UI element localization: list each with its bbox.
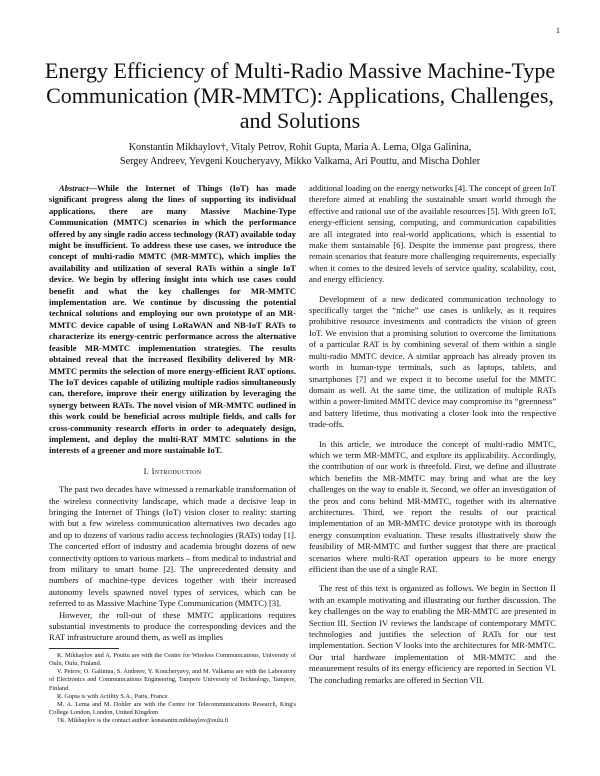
abstract: [49, 183, 296, 457]
abstract-label: Abstract: [59, 183, 89, 193]
footnote: K. Mikhaylov and A. Pouttu are with the Centre for Wireless Communications, University of Oulu, Oulu, Finland.: [49, 651, 296, 668]
body-paragraph: Development of a new dedicated communication technology to specifically target the “niche” use cases is unlikely, as it requires prohibitive resource investments and contradicts the vision of green IoT. We envision that a promising solution to overcome the limitations of a particular RAT is by combining several of them within a single multi-radio MMTC device. A similar approach has already proven its worth in human-type terminals, such as laptops, tablets, and smartphones [7] and we expect it to become useful for the MMTC domain as well. At the same time, the utilization of multiple RATs within a power-limited MMTC device may compromise its “greenness” and battery lifetime, thus motivating a closer look into the respective trade-offs.: [309, 293, 556, 430]
section-heading-introduction: I. Introduction: [143, 465, 202, 476]
authors-line-1: Konstantin Mikhaylov†, Vitaly Petrov, Rohit Gupta, Maria A. Lema, Olga Galinina,: [128, 142, 472, 153]
right-column: [309, 183, 556, 686]
abstract-text: —While the Internet of Things (IoT) has made significant progress along the lines of supporting its individual applications, there are many Massive Machine-Type Communication (MMTC) scenarios in which the performance offered by any single radio access technology (RAT) available today might be insufficient. To address these use cases, we introduce the concept of multi-radio MMTC (MR-MMTC), which implies the availability and utilization of several RATs within a single IoT device. We begin by offering insight into which use cases could benefit and what the key challenges for MR-MMTC implementation are. We continue by discussing the potential technical solutions and employing our own prototype of an MR-MMTC device capable of using LoRaWAN and NB-IoT RATs to characterize its energy-centric performance across the alternative feasible MR-MMTC implementation strategies. The results obtained reveal that the increased flexibility delivered by MR-MMTC permits the selection of more energy-efficient RAT options. The IoT devices capable of utilizing multiple radios simultaneously can, therefore, improve their energy utilization by leveraging the synergy between RATs. The novel vision of MR-MMTC outlined in this work could be beneficial across multiple fields, and calls for cross-community research efforts in order to adequately design, implement, and deploy the multi-RAT MMTC solutions in the interests of a greener and more sustainable IoT.: [49, 183, 296, 456]
footnote: †K. Mikhaylov is the contact author: konstantin.mikhaylov@oulu.fi: [57, 717, 229, 725]
body-paragraph: The rest of this text is organized as follows. We begin in Section II with an example motivating and illustrating our further discussion. The key challenges on the way to enabling the MR-MMTC are presented in Section III. Section IV reviews the landscape of contemporary MMTC technologies and justifies the selection of RATs for our test implementation. Section V looks into the architectures for MR-MMTC. Our trial hardware implementation of MR-MMTC and the measurement results of its energy efficiency are reported in Section VI. The concluding remarks are offered in Section VII.: [309, 583, 556, 685]
footnote: M. A. Lema and M. Dohler are with the Centre for Telecommunications Research, King's College London, London, United Kingdom: [49, 701, 296, 717]
intro-paragraph-2: However, the roll-out of these MMTC applications requires substantial investments to produce the corresponding devices and the RAT infrastructure around them, as well as implies: [49, 609, 296, 643]
footnote-divider: [49, 648, 119, 649]
footnotes: [49, 652, 296, 726]
author-list: [40, 141, 560, 168]
authors-line-2: Sergey Andreev, Yevgeni Koucheryavy, Mikko Valkama, Ari Pouttu, and Mischa Dohler: [119, 155, 481, 167]
intro-paragraph-1: The past two decades have witnessed a remarkable transformation of the wireless connectivity landscape, which made a decisive leap in bringing the Internet of Things (IoT) vision closer to reality: starting with but a few wireless communication alternatives two decades ago and up to dozens of various radio access technologies (RATs) today [1]. The concerted effort of industry and academia brought dozens of new connectivity options to various markets – from medical to industrial and from military to smart home [2]. The unprecedented density and numbers of machine-type devices together with their increased autonomy levels spawned novel types of services, which can be referred to as Massive Machine Type Communication (MMTC) [3].: [49, 484, 296, 609]
left-column: [49, 183, 296, 726]
paper-title: Energy Efficiency of Multi-Radio Massive Machine-Type Communication (MR-MMTC): Applications, Challenges, and Solutions: [44, 58, 556, 133]
footnote: R. Gupta is with Actility S.A., Paris, France: [57, 692, 168, 700]
body-paragraph: additional loading on the energy networks [4]. The concept of green IoT therefore aimed at enabling the sustainable smart world through the effective and rational use of the available resources [5]. With green IoT, energy-efficient sensing, computing, and communication capabilities are all integrated into real-world applications, which is essential to make them sustainable [6]. Despite the immense past progress, there remain scenarios that feature more challenging requirements, especially when it comes to the desired levels of service quality, scalability, cost, and energy efficiency.: [309, 183, 556, 285]
page-number: 1: [556, 26, 560, 35]
body-paragraph: In this article, we introduce the concept of multi-radio MMTC, which we term MR-MMTC, and explore its applicability. Accordingly, the contribution of our work is threefold. First, we define and illustrate which benefits the MR-MMTC may bring and what are the key challenges on the way to enable it. Second, we offer an investigation of the pros and cons behind MR-MMTC, together with its alternative architectures. Third, we report the results of our practical implementation of an MR-MMTC device prototype with its thorough energy consumption evaluation. These results illustratively show the feasibility of MR-MMTC and further suggest that there are practical scenarios where multi-RAT operation appears to be more energy efficient than the use of a single RAT.: [309, 438, 556, 574]
footnote: V. Petrov, O. Galinina, S. Andreev, Y. Koucheryavy, and M. Valkama are with the Laboratory of Electronics and Communications Engineering, Tampere University of Technology, Tampere, Finland.: [49, 668, 296, 692]
